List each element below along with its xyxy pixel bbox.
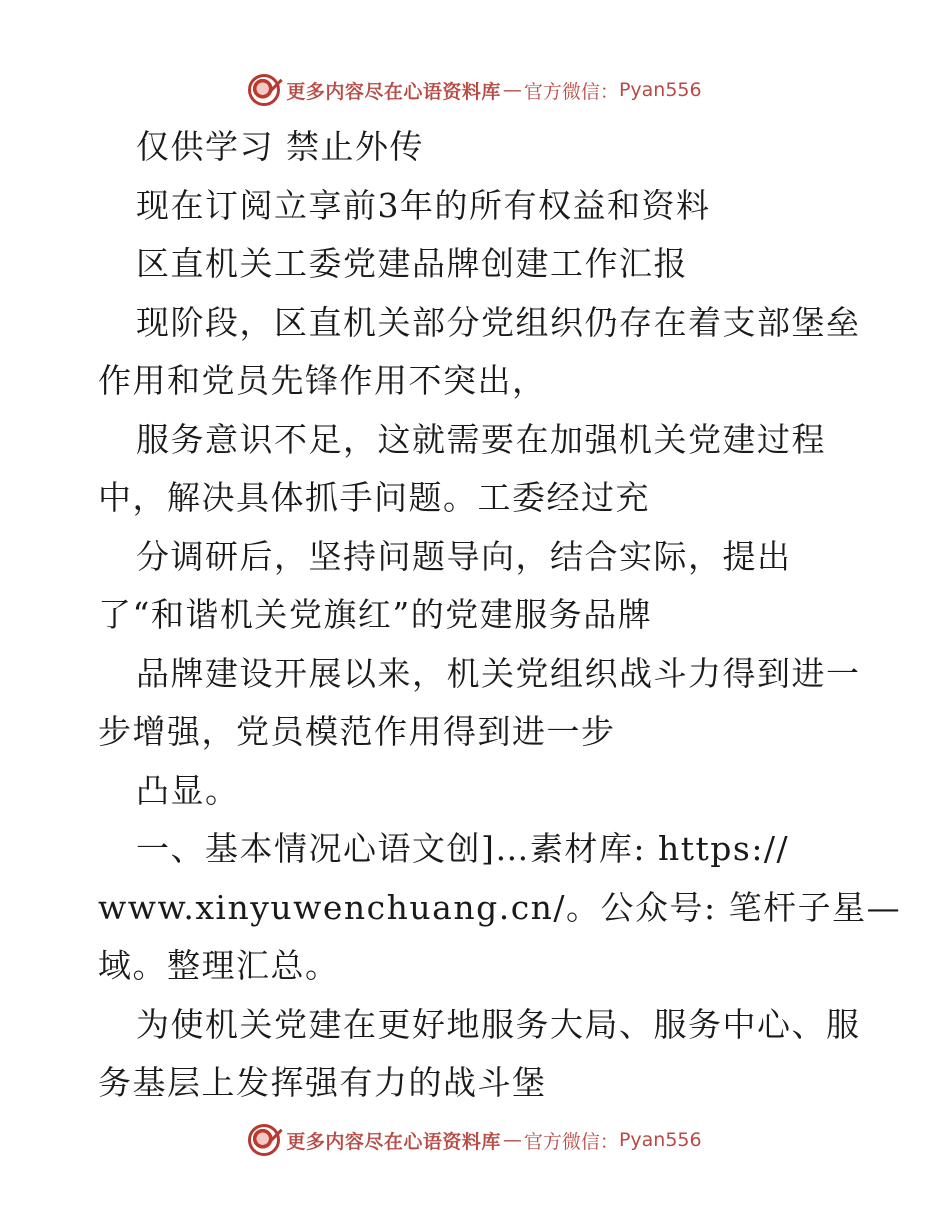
text-line: 域。整理汇总。: [98, 946, 340, 985]
logo-icon: [248, 74, 280, 106]
banner-title: 更多内容尽在心语资料库: [286, 1130, 501, 1153]
text-line: www.xinyuwenchuang.cn/。公众号: 笔杆子星—: [98, 887, 902, 927]
banner-dash: —: [502, 79, 522, 101]
text-line: 分调研后，坚持问题导向，结合实际，提出: [136, 536, 792, 576]
text-line: 务基层上发挥强有力的战斗堡: [98, 1063, 547, 1102]
banner-title: 更多内容尽在心语资料库: [286, 80, 501, 103]
text-line: 现在订阅立享前3年的所有权益和资料: [136, 185, 711, 225]
text-line: 中，解决具体抓手问题。工委经过充: [98, 478, 650, 517]
banner-wechat-label: 官方微信：: [523, 1130, 619, 1153]
section-heading: 一、基本情况心语文创]…素材库: https://: [136, 829, 790, 868]
banner-dash: —: [502, 1129, 522, 1151]
text-line: 服务意识不足，这就需要在加强机关党建过程: [136, 419, 826, 459]
footer-banner: [0, 1120, 950, 1160]
text-line: 作用和党员先锋作用不突出，: [98, 361, 547, 400]
text-line: 凸显。: [136, 770, 240, 810]
logo-icon: [248, 1124, 280, 1156]
text-line: 了“和谐机关党旗红”的党建服务品牌: [98, 595, 653, 634]
text-line: 仅供学习 禁止外传: [136, 127, 424, 166]
header-banner: [0, 70, 950, 110]
banner-wechat-id: Pyan556: [618, 79, 702, 101]
text-line: 为使机关党建在更好地服务大局、服务中心、服: [136, 1004, 861, 1044]
text-line: 现阶段，区直机关部分党组织仍存在着支部堡垒: [136, 302, 861, 342]
document-title: 区直机关工委党建品牌创建工作汇报: [136, 244, 688, 283]
text-line: 步增强，党员模范作用得到进一步: [98, 712, 616, 751]
text-line: 品牌建设开展以来，机关党组织战斗力得到进一: [136, 653, 861, 693]
banner-wechat-id: Pyan556: [618, 1129, 702, 1151]
document-body: [98, 118, 902, 1113]
banner-wechat-label: 官方微信：: [523, 80, 619, 103]
